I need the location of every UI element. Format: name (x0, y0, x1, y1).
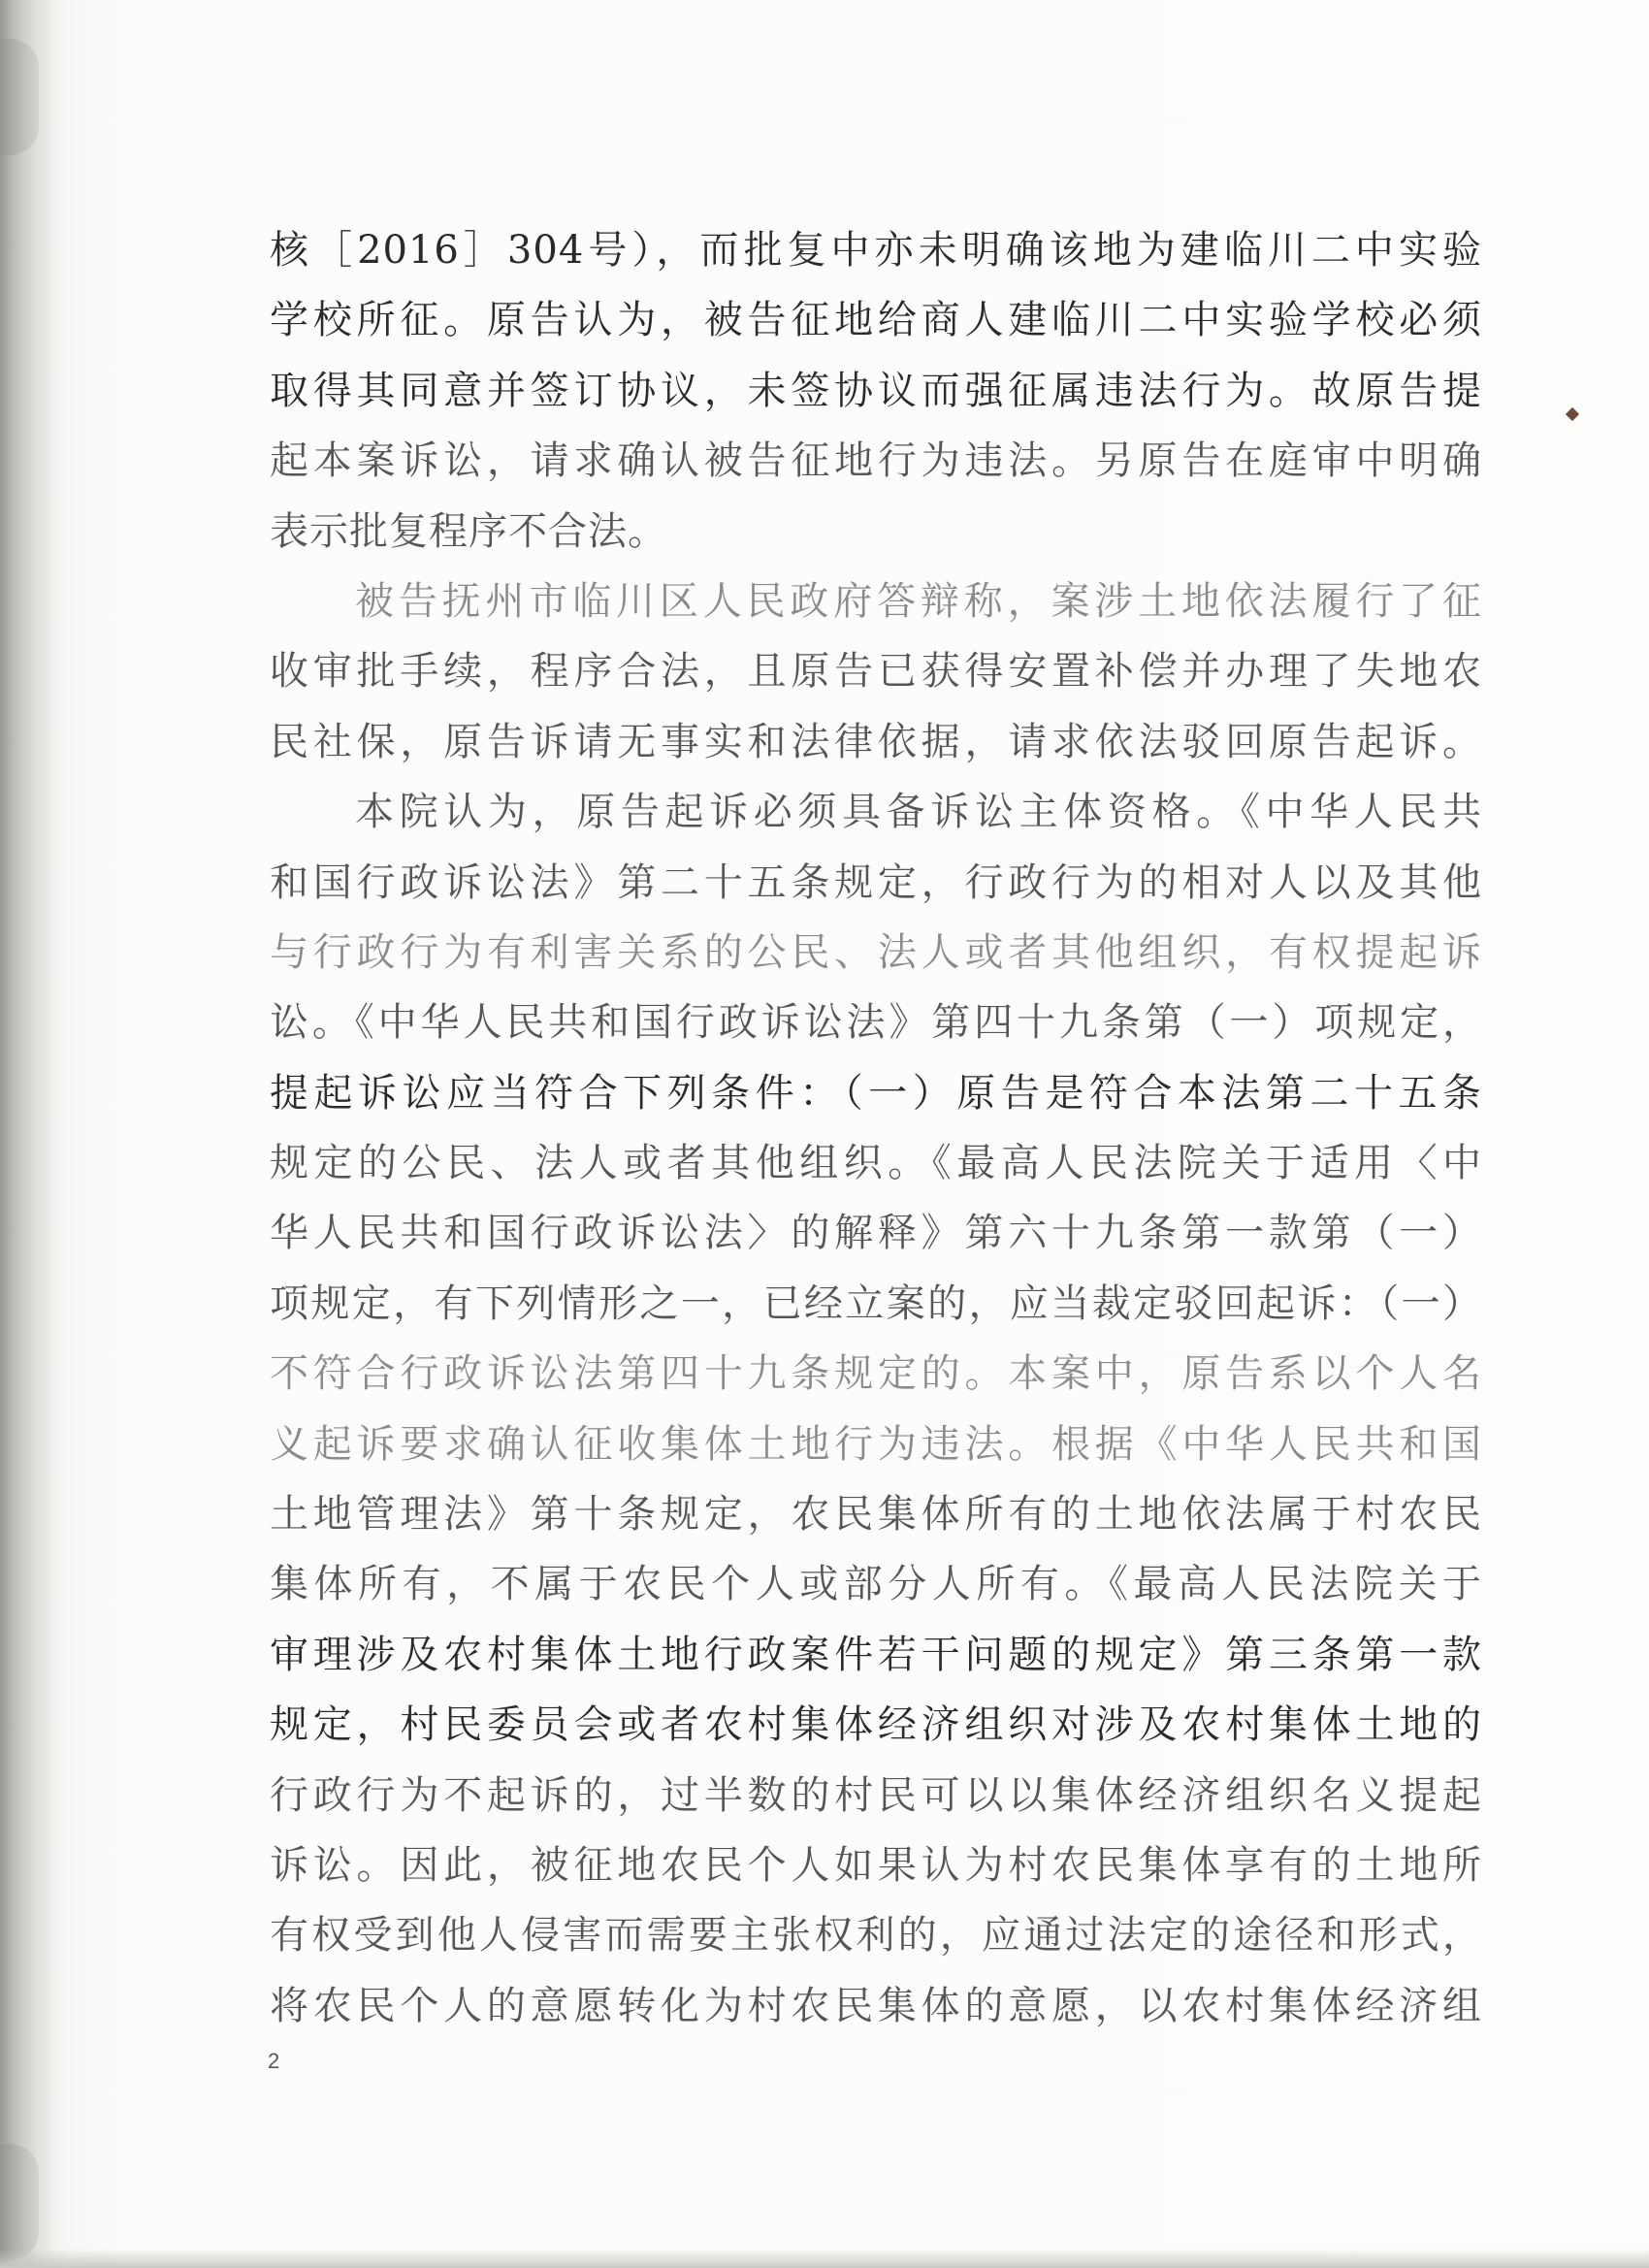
text-line: 规定，村民委员会或者农村集体经济组织对涉及农村集体土地的 (270, 1702, 1482, 1748)
text-line: 集体所有，不属于农民个人或部分人所有。《最高人民法院关于 (270, 1562, 1482, 1607)
text-line: 审理涉及农村集体土地行政案件若干问题的规定》第三条第一款 (270, 1632, 1482, 1677)
paragraph-start-line: 被告抚州市临川区人民政府答辩称，案涉土地依法履行了征 (355, 578, 1482, 624)
text-line: 不符合行政诉讼法第四十九条规定的。本案中，原告系以个人名 (270, 1351, 1482, 1397)
page-number: 2 (268, 2049, 280, 2073)
binder-clip-top (0, 39, 39, 155)
text-line: 表示批复程序不合法。 (270, 508, 667, 554)
text-line: 核［2016］304号），而批复中亦未明确该地为建临川二中实验 (270, 228, 1482, 273)
text-line: 和国行政诉讼法》第二十五条规定，行政行为的相对人以及其他 (270, 859, 1482, 905)
text-line: 与行政行为有利害关系的公民、法人或者其他组织，有权提起诉 (270, 929, 1482, 975)
text-line: 华人民共和国行政诉讼法〉的解释》第六十九条第一款第（一） (270, 1211, 1482, 1256)
text-line: 起本案诉讼，请求确认被告征地行为违法。另原告在庭审中明确 (270, 438, 1482, 484)
text-line: 土地管理法》第十条规定，农民集体所有的土地依法属于村农民 (270, 1492, 1482, 1538)
text-line: 取得其同意并签订协议，未签协议而强征属违法行为。故原告提 (270, 368, 1482, 413)
text-line: 收审批手续，程序合法，且原告已获得安置补偿并办理了失地农 (270, 649, 1482, 695)
text-line: 学校所征。原告认为，被告征地给商人建临川二中实验学校必须 (270, 298, 1482, 343)
text-line: 有权受到他人侵害而需要主张权利的，应通过法定的途径和形式， (270, 1913, 1482, 1959)
body-text (270, 215, 1482, 2041)
text-line: 提起诉讼应当符合下列条件：（一）原告是符合本法第二十五条 (270, 1070, 1482, 1116)
text-line: 义起诉要求确认征收集体土地行为违法。根据《中华人民共和国 (270, 1421, 1482, 1467)
binding-shadow (0, 0, 56, 2268)
ink-speck (1566, 407, 1579, 421)
binder-clip-bottom (0, 2144, 39, 2260)
page-bottom-edge (0, 2249, 1649, 2268)
text-line: 规定的公民、法人或者其他组织。《最高人民法院关于适用〈中 (270, 1141, 1482, 1186)
text-line: 项规定，有下列情形之一，已经立案的，应当裁定驳回起诉：（一） (270, 1280, 1482, 1326)
text-line: 将农民个人的意愿转化为村农民集体的意愿，以农村集体经济组 (270, 1983, 1482, 2028)
text-line: 诉讼。因此，被征地农民个人如果认为村农民集体享有的土地所 (270, 1842, 1482, 1888)
text-line: 民社保，原告诉请无事实和法律依据，请求依法驳回原告起诉。 (270, 719, 1482, 764)
paragraph-start-line: 本院认为，原告起诉必须具备诉讼主体资格。《中华人民共 (355, 790, 1482, 835)
text-line: 行政行为不起诉的，过半数的村民可以以集体经济组织名义提起 (270, 1772, 1482, 1818)
text-line: 讼。《中华人民共和国行政诉讼法》第四十九条第（一）项规定， (270, 1000, 1482, 1046)
